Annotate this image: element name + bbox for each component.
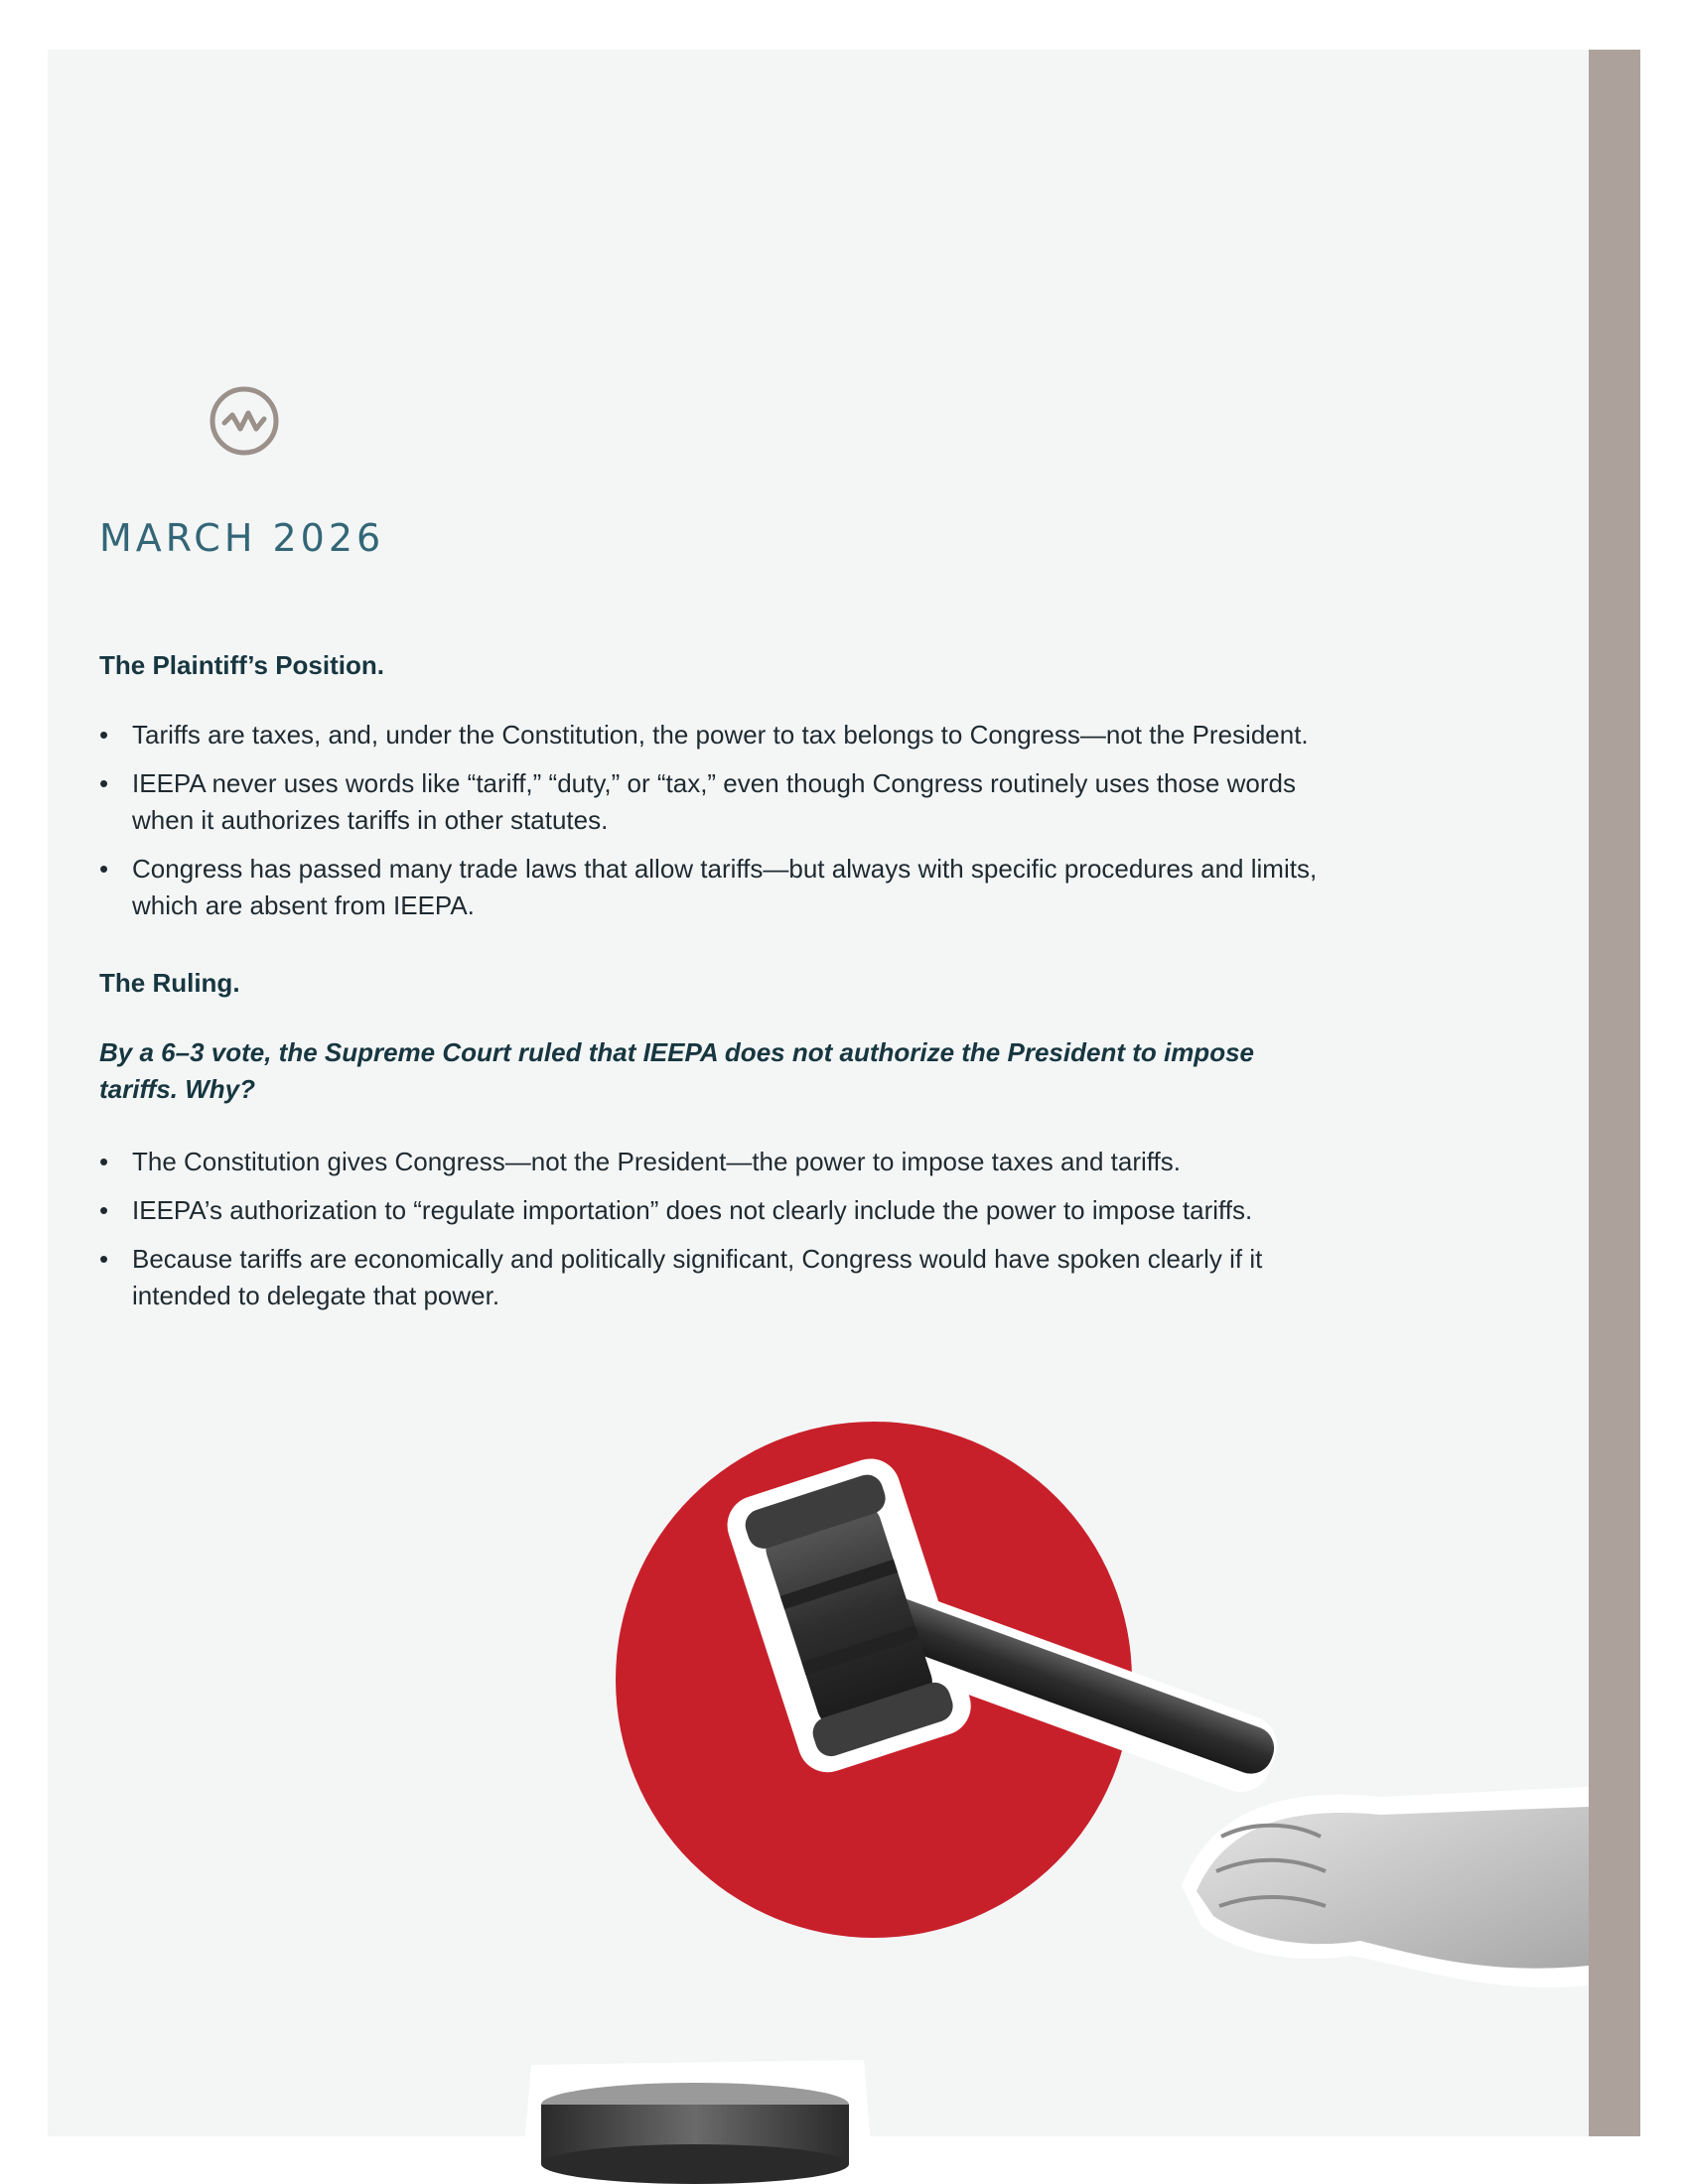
list-item-text: The Constitution gives Congress—not the President—the power to impose taxes and tariffs. bbox=[132, 1147, 1181, 1176]
w-circle-logo-icon bbox=[209, 385, 280, 457]
main-content bbox=[99, 650, 1390, 1358]
date-heading: MARCH 2026 bbox=[99, 516, 385, 560]
plaintiff-heading: The Plaintiff’s Position. bbox=[99, 650, 384, 680]
list-item-text: IEEPA never uses words like “tariff,” “duty,” or “tax,” even though Congress routinely uses those words when it authorizes tariffs in other statutes. bbox=[132, 768, 1296, 835]
list-item: • The Constitution gives Congress—not the President—the power to impose taxes and tariffs. bbox=[99, 1147, 1181, 1176]
sound-block-icon bbox=[521, 2060, 874, 2184]
hand-illustration bbox=[1182, 1787, 1589, 1987]
list-item: • Congress has passed many trade laws that allow tariffs—but always with specific procedures and limits, which are absent from IEEPA. bbox=[99, 854, 1318, 920]
list-item-text: Tariffs are taxes, and, under the Constitution, the power to tax belongs to Congress—not the President. bbox=[132, 720, 1309, 750]
gavel-hand-illustration bbox=[0, 1370, 1688, 2184]
list-item-text: IEEPA’s authorization to “regulate importation” does not clearly include the power to impose tariffs. bbox=[132, 1195, 1253, 1225]
plaintiff-bullet-list bbox=[99, 717, 1390, 924]
list-item: • Because tariffs are economically and politically significant, Congress would have spoken clearly if it intended to delegate that power. bbox=[99, 1244, 1263, 1310]
ruling-bullet-list bbox=[99, 1144, 1390, 1314]
list-item-text: Because tariffs are economically and politically significant, Congress would have spoken clearly if it intended to delegate that power. bbox=[132, 1244, 1263, 1310]
list-item-text: Congress has passed many trade laws that allow tariffs—but always with specific procedures and limits, which are absent from IEEPA. bbox=[132, 854, 1318, 920]
ruling-lead-statement: By a 6–3 vote, the Supreme Court ruled that IEEPA does not authorize the President to impose tariffs. Why? bbox=[99, 1037, 1254, 1104]
list-item: • Tariffs are taxes, and, under the Constitution, the power to tax belongs to Congress—not the President. bbox=[99, 720, 1309, 750]
ruling-heading: The Ruling. bbox=[99, 968, 240, 998]
list-item: • IEEPA’s authorization to “regulate importation” does not clearly include the power to impose tariffs. bbox=[99, 1195, 1253, 1225]
list-item: • IEEPA never uses words like “tariff,” “duty,” or “tax,” even though Congress routinely uses those words when it authorizes tariffs in other statutes. bbox=[99, 768, 1296, 835]
